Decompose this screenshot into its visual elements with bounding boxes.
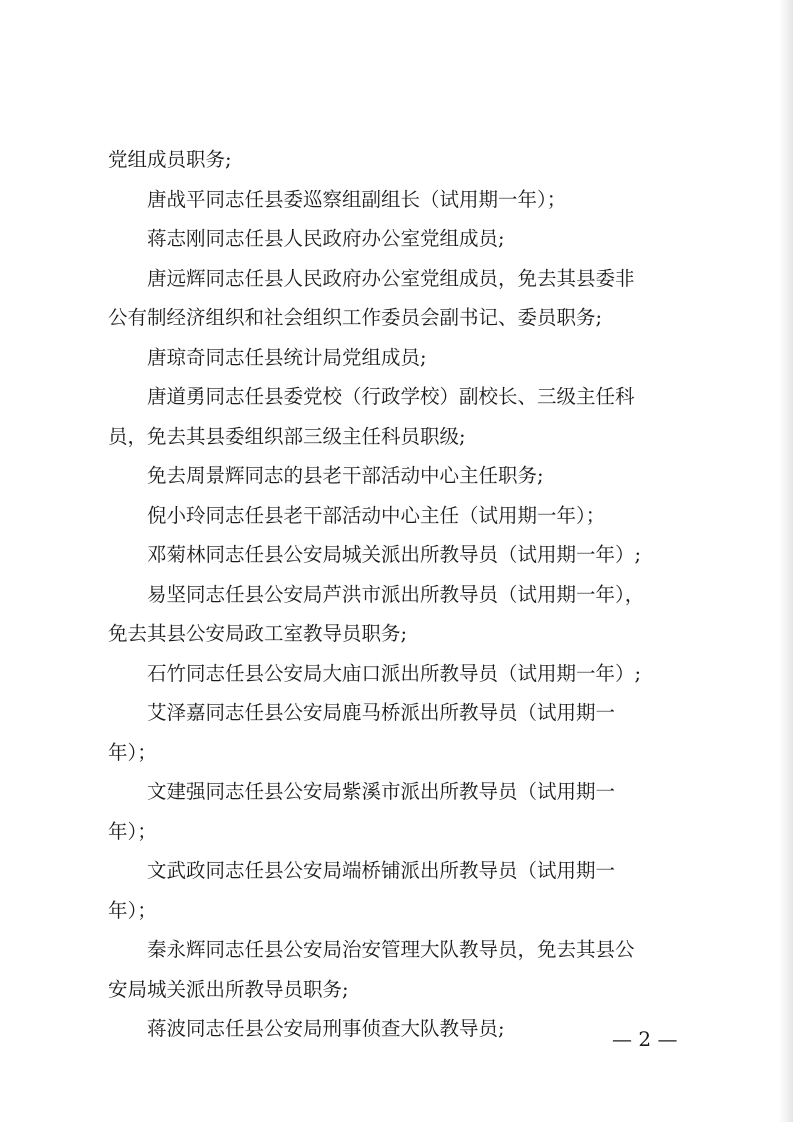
text-line: 公有制经济组织和社会组织工作委员会副书记、委员职务; [108, 306, 603, 329]
document-body [108, 140, 688, 1049]
text-line: 唐琼奇同志任县统计局党组成员; [147, 345, 427, 369]
text-line: 年）； [108, 740, 157, 764]
page-number: — 2 — [612, 1027, 678, 1051]
text-line: 邓菊林同志任县公安局城关派出所教导员（试用期一年）; [147, 543, 642, 566]
text-line: 文武政同志任县公安局端桥铺派出所教导员（试用期一 [147, 859, 616, 882]
text-line: 年）； [108, 819, 157, 843]
page-edge-shadow [779, 0, 793, 1122]
text-line: 倪小玲同志任县老干部活动中心主任（试用期一年）； [147, 503, 606, 527]
text-line: 免去周景辉同志的县老干部活动中心主任职务; [147, 464, 544, 487]
text-line: 易坚同志任县公安局芦洪市派出所教导员（试用期一年）， [147, 582, 645, 606]
text-line: 唐远辉同志任县人民政府办公室党组成员，免去其县委非 [147, 266, 635, 290]
text-line: 蒋志刚同志任县人民政府办公室党组成员; [147, 227, 505, 250]
text-line: 石竹同志任县公安局大庙口派出所教导员（试用期一年）; [147, 661, 642, 685]
text-line: 文建强同志任县公安局紫溪市派出所教导员（试用期一 [147, 780, 616, 803]
text-line: 党组成员职务; [108, 148, 232, 171]
text-line: 蒋波同志任县公安局刑事侦查大队教导员; [147, 1017, 505, 1040]
text-line: 免去其县公安局政工室教导员职务; [108, 622, 408, 645]
text-line: 年）； [108, 898, 157, 922]
text-line: 艾泽嘉同志任县公安局鹿马桥派出所教导员（试用期一 [147, 701, 616, 724]
text-line: 员，免去其县委组织部三级主任科员职级; [108, 424, 466, 448]
text-line: 唐战平同志任县委巡察组副组长（试用期一年）； [147, 187, 567, 211]
text-line: 安局城关派出所教导员职务; [108, 977, 349, 1001]
text-line: 唐道勇同志任县委党校（行政学校）副校长、三级主任科 [147, 385, 635, 408]
text-line: 秦永辉同志任县公安局治安管理大队教导员，免去其县公 [147, 938, 635, 961]
